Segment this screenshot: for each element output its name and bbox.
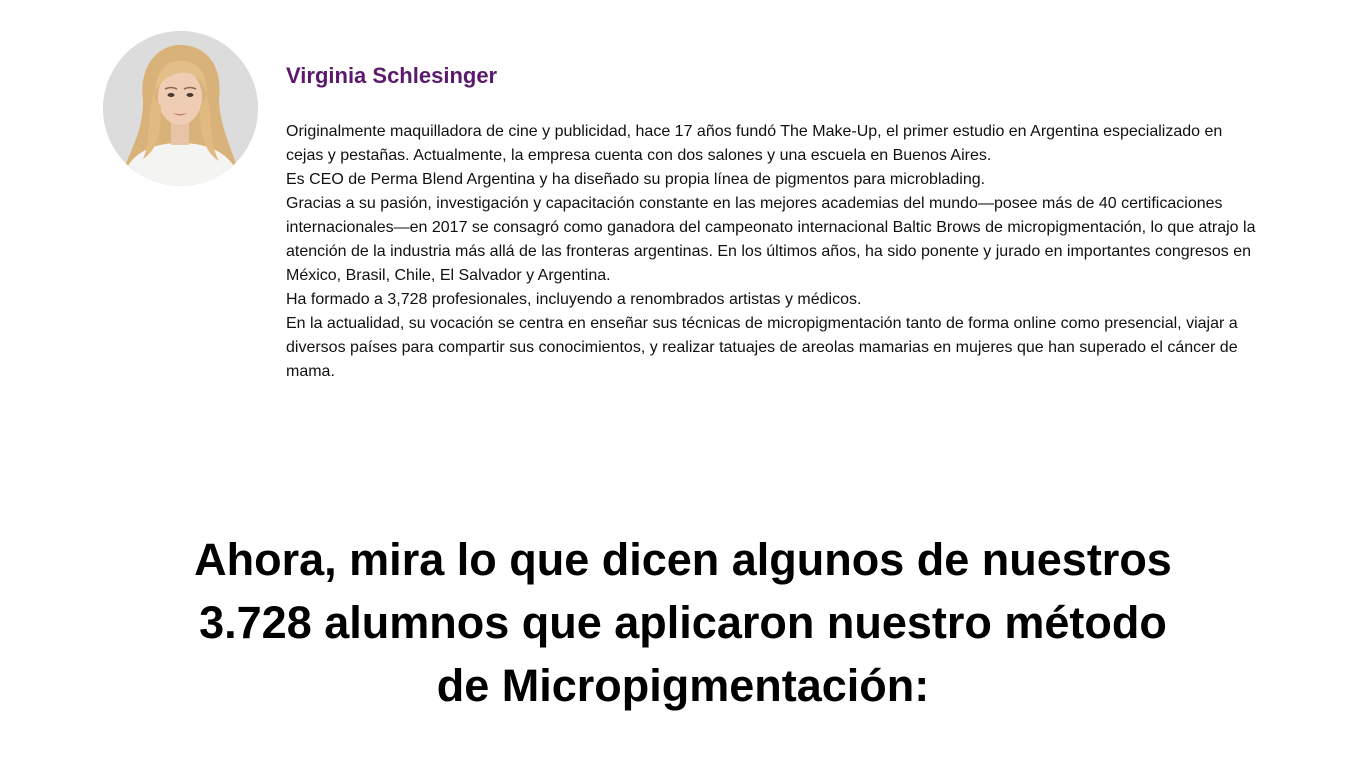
bio-paragraph: En la actualidad, su vocación se centra en enseñar sus técnicas de micropigmentación tanto de forma online como presencial, viajar a diversos países para compartir sus conocimientos, y realizar tatuajes de areolas mamarias en mujeres que han superado el cáncer de mama. [286,315,1238,380]
instructor-name: Virginia Schlesinger [286,63,498,88]
bio-text-block [286,60,1261,384]
bio-paragraph: Originalmente maquilladora de cine y publicidad, hace 17 años fundó The Make-Up, el primer estudio en Argentina especializado en cejas y pestañas. Actualmente, la empresa cuenta con dos salones y una escuela en Buenos Aires. [286,123,1223,164]
portrait-photo-icon [103,31,258,186]
bio-paragraph: Gracias a su pasión, investigación y capacitación constante en las mejores academias del mundo—posee más de 40 certificaciones internacionales—en 2017 se consagró como ganadora del campeonato internacional Baltic Brows de micropigmentación, lo que atrajo la atención de la industria más allá de las fronteras argentinas. En los últimos años, ha sido ponente y jurado en importantes congresos en México, Brasil, Chile, El Salvador y Argentina. [286,195,1256,284]
avatar [103,31,258,186]
bio-paragraph: Ha formado a 3,728 profesionales, incluyendo a renombrados artistas y médicos. [286,291,862,308]
bio-paragraphs [286,120,1261,384]
bio-paragraph: Es CEO de Perma Blend Argentina y ha diseñado su propia línea de pigmentos para microblading. [286,171,986,188]
testimonials-heading: Ahora, mira lo que dicen algunos de nuestros 3.728 alumnos que aplicaron nuestro método de Micropigmentación: [194,534,1172,711]
